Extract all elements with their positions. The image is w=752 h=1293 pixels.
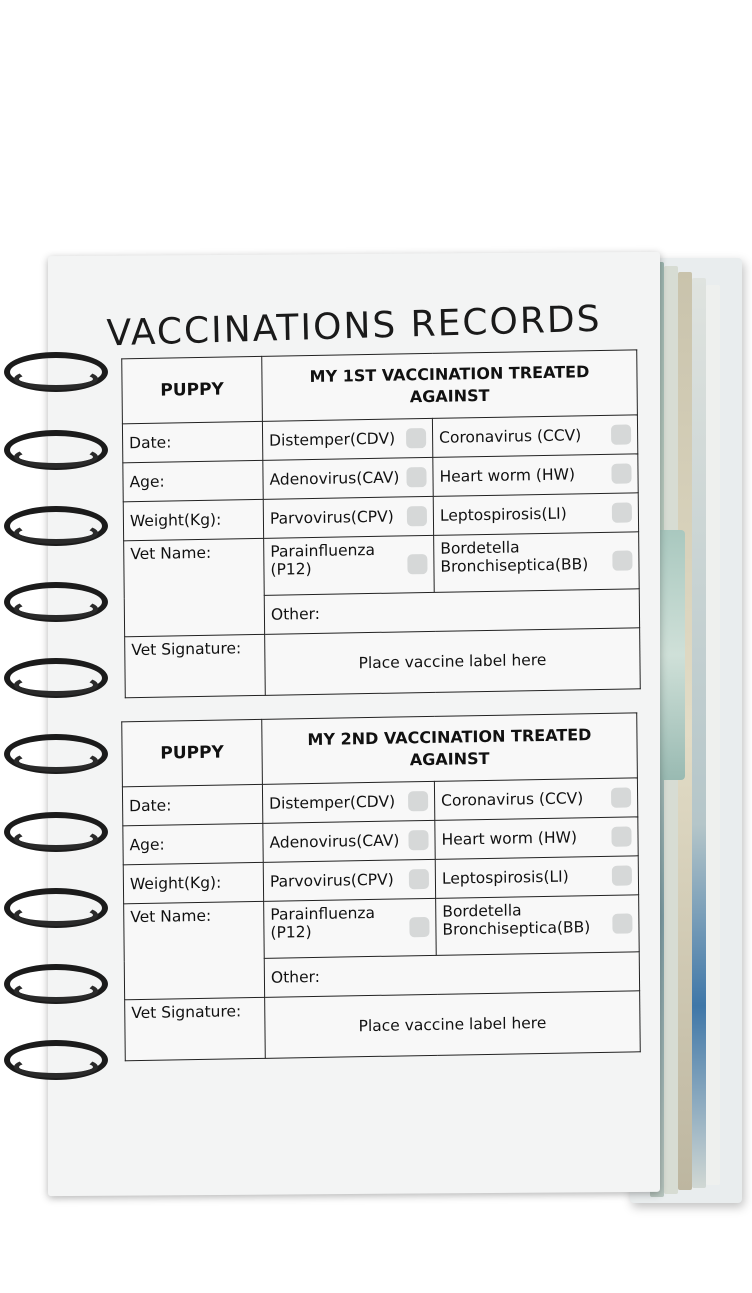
vet-name-label: Vet Name: (124, 538, 265, 636)
coronavirus-label: Coronavirus (CCV) (441, 789, 584, 810)
date-label: Date: (122, 421, 262, 462)
coronavirus-cell[interactable] (432, 415, 637, 458)
parvovirus-label: Parvovirus(CPV) (269, 507, 394, 528)
checkbox[interactable] (407, 506, 427, 526)
checkbox[interactable] (612, 502, 632, 522)
leptospirosis-cell[interactable] (433, 493, 638, 536)
checkbox[interactable] (408, 830, 428, 850)
coronavirus-label: Coronavirus (CCV) (439, 426, 582, 447)
vaccine-label-area[interactable]: Place vaccine label here (265, 628, 641, 696)
spiral-coil (4, 734, 108, 774)
page-title: VACCINATIONS RECORDS (106, 298, 602, 355)
bordetella-label: Bordetella Bronchiseptica(BB) (440, 538, 589, 576)
checkbox[interactable] (409, 917, 429, 937)
distemper-label: Distemper(CDV) (269, 429, 396, 450)
spiral-coil (4, 1040, 108, 1080)
adenovirus-label: Adenovirus(CAV) (269, 468, 400, 489)
puppy-header: PUPPY (122, 719, 263, 786)
spiral-coil (4, 430, 108, 470)
vet-signature-label: Vet Signature: (125, 634, 266, 697)
weight-label: Weight(Kg): (123, 499, 263, 540)
parvovirus-cell[interactable] (263, 859, 435, 901)
vet-name-label: Vet Name: (124, 901, 265, 999)
spiral-coil (4, 812, 108, 852)
vaccination-header: MY 2ND VACCINATION TREATED AGAINST (262, 713, 638, 785)
puppy-header: PUPPY (122, 356, 263, 423)
spiral-coil (4, 506, 108, 546)
spiral-coil (4, 964, 108, 1004)
vaccination-header: MY 1ST VACCINATION TREATED AGAINST (262, 350, 638, 422)
spiral-coil (4, 888, 108, 928)
vaccination-record-2 (121, 712, 641, 1061)
age-label: Age: (123, 460, 263, 501)
adenovirus-cell[interactable] (263, 820, 435, 862)
checkbox[interactable] (611, 463, 631, 483)
parainfluenza-label: Parainfluenza (P12) (270, 903, 376, 942)
adenovirus-cell[interactable] (263, 457, 433, 499)
checkbox[interactable] (611, 787, 631, 807)
bordetella-cell[interactable] (436, 895, 640, 956)
vaccine-label-area[interactable]: Place vaccine label here (265, 991, 641, 1059)
leptospirosis-label: Leptospirosis(LI) (441, 867, 569, 888)
heartworm-label: Heart worm (HW) (441, 828, 578, 849)
heartworm-cell[interactable] (435, 817, 638, 860)
distemper-cell[interactable] (262, 418, 432, 460)
checkbox[interactable] (611, 826, 631, 846)
spiral-coil (4, 658, 108, 698)
parvovirus-label: Parvovirus(CPV) (269, 870, 394, 891)
checkbox[interactable] (612, 913, 632, 933)
front-page (48, 252, 660, 1196)
checkbox[interactable] (611, 424, 631, 444)
checkbox[interactable] (612, 865, 632, 885)
checkbox[interactable] (408, 791, 428, 811)
distemper-cell[interactable] (262, 781, 434, 823)
adenovirus-label: Adenovirus(CAV) (269, 831, 400, 852)
checkbox[interactable] (406, 428, 426, 448)
heartworm-cell[interactable] (433, 454, 638, 497)
age-label: Age: (123, 823, 263, 864)
other-field[interactable]: Other: (264, 952, 639, 998)
date-label: Date: (122, 784, 262, 825)
parainfluenza-cell[interactable] (264, 898, 437, 958)
distemper-label: Distemper(CDV) (269, 792, 396, 813)
vet-signature-label: Vet Signature: (125, 997, 266, 1060)
checkbox[interactable] (406, 467, 426, 487)
checkbox[interactable] (612, 550, 632, 570)
heartworm-label: Heart worm (HW) (439, 465, 576, 486)
leptospirosis-cell[interactable] (435, 856, 638, 899)
page-edge (706, 285, 720, 1185)
page-edge (692, 278, 706, 1188)
spiral-coil (4, 352, 108, 392)
spiral-coil (4, 582, 108, 622)
bordetella-label: Bordetella Bronchiseptica(BB) (442, 901, 591, 939)
parainfluenza-label: Parainfluenza (P12) (270, 540, 376, 579)
checkbox[interactable] (407, 554, 427, 574)
coronavirus-cell[interactable] (434, 778, 637, 821)
parainfluenza-cell[interactable] (264, 535, 435, 595)
other-field[interactable]: Other: (264, 589, 639, 635)
leptospirosis-label: Leptospirosis(LI) (439, 504, 567, 525)
weight-label: Weight(Kg): (123, 862, 263, 903)
vaccination-record-1 (121, 349, 641, 698)
checkbox[interactable] (409, 869, 429, 889)
parvovirus-cell[interactable] (263, 496, 433, 538)
bordetella-cell[interactable] (434, 532, 640, 593)
